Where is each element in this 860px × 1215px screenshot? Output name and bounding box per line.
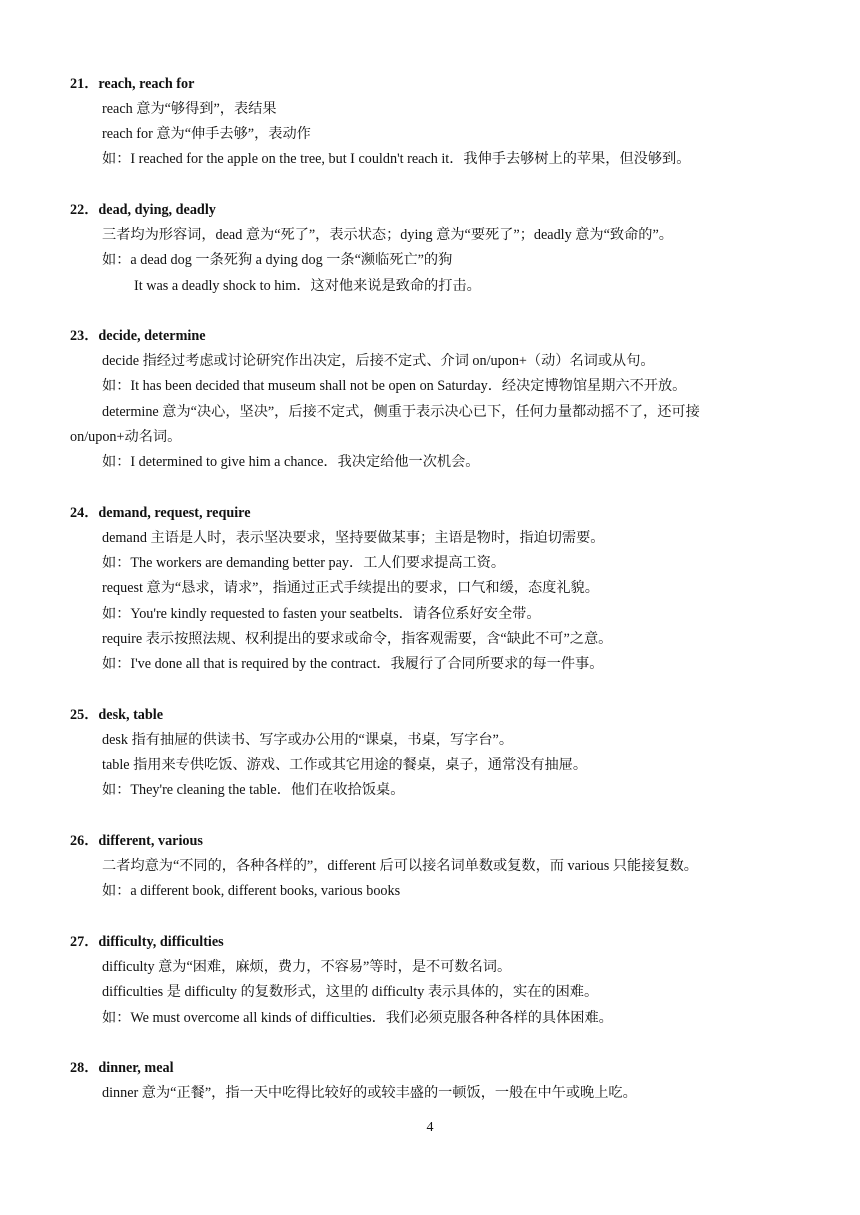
entry-heading: 25．desk, table xyxy=(70,707,164,723)
entry-line: 三者均为形容词，dead 意为“死了”，表示状态；dying 意为“要死了”；deadly 意为“致命的”。 xyxy=(102,227,673,243)
entry-line: require 表示按照法规、权利提出的要求或命令，指客观需要，含“缺此不可”之意。 xyxy=(102,631,613,647)
entry-heading: 27．difficulty, difficulties xyxy=(70,934,224,950)
entry-line: table 指用来专供吃饭、游戏、工作或其它用途的餐桌，桌子，通常没有抽屉。 xyxy=(102,757,588,773)
entry-example: 如：They're cleaning the table．他们在收拾饭桌。 xyxy=(102,782,405,798)
entry-line: decide 指经过考虑或讨论研究作出决定，后接不定式、介词 on/upon+（动）名词或从句。 xyxy=(102,353,655,369)
entry-example: 如：I determined to give him a chance．我决定给他一次机会。 xyxy=(102,454,480,470)
entry-line: determine 意为“决心，坚决”，后接不定式，侧重于表示决心已下，任何力量都动摇不了，还可接 xyxy=(102,404,700,420)
entry-line: reach for 意为“伸手去够”，表动作 xyxy=(102,126,311,142)
entry-line: difficulties 是 difficulty 的复数形式，这里的 difficulty 表示具体的，实在的困难。 xyxy=(102,984,599,1000)
entry-example: 如：I reached for the apple on the tree, but I couldn't reach it．我伸手去够树上的苹果，但没够到。 xyxy=(102,151,691,167)
entry-heading: 26．different, various xyxy=(70,833,203,849)
entry-example: 如：It has been decided that museum shall not be open on Saturday．经决定博物馆星期六不开放。 xyxy=(102,378,687,394)
entry-heading: 24．demand, request, require xyxy=(70,505,251,521)
entry-line: request 意为“恳求，请求”，指通过正式手续提出的要求，口气和缓，态度礼貌。 xyxy=(102,580,599,596)
entry-example: 如：a dead dog 一条死狗 a dying dog 一条“濒临死亡”的狗 xyxy=(102,252,453,268)
entry-line: desk 指有抽屉的供读书、写字或办公用的“课桌，书桌，写字台”。 xyxy=(102,732,514,748)
entry-example: It was a deadly shock to him．这对他来说是致命的打击。 xyxy=(134,278,481,294)
entry-example: 如：I've done all that is required by the contract．我履行了合同所要求的每一件事。 xyxy=(102,656,604,672)
entry-example: 如：The workers are demanding better pay．工人们要求提高工资。 xyxy=(102,555,506,571)
entry-heading: 21．reach, reach for xyxy=(70,76,195,92)
entry-heading: 28．dinner, meal xyxy=(70,1060,174,1076)
entry-line-continued: on/upon+动名词。 xyxy=(70,429,182,445)
entry-example: 如：You're kindly requested to fasten your seatbelts．请各位系好安全带。 xyxy=(102,606,541,622)
entry-example: 如：a different book, different books, various books xyxy=(102,883,401,899)
entry-heading: 23．decide, determine xyxy=(70,328,206,344)
page-number: 4 xyxy=(426,1120,434,1135)
entry-line: difficulty 意为“困难，麻烦，费力，不容易”等时，是不可数名词。 xyxy=(102,959,512,975)
entry-line: 二者均意为“不同的，各种各样的”，different 后可以接名词单数或复数，而 various 只能接复数。 xyxy=(102,858,698,874)
entry-heading: 22．dead, dying, deadly xyxy=(70,202,216,218)
entry-line: demand 主语是人时，表示坚决要求，坚持要做某事；主语是物时，指迫切需要。 xyxy=(102,530,605,546)
entry-line: dinner 意为“正餐”，指一天中吃得比较好的或较丰盛的一顿饭，一般在中午或晚上吃。 xyxy=(102,1085,637,1101)
entry-example: 如：We must overcome all kinds of difficulties．我们必须克服各种各样的具体困难。 xyxy=(102,1010,613,1026)
entry-line: reach 意为“够得到”，表结果 xyxy=(102,101,277,117)
